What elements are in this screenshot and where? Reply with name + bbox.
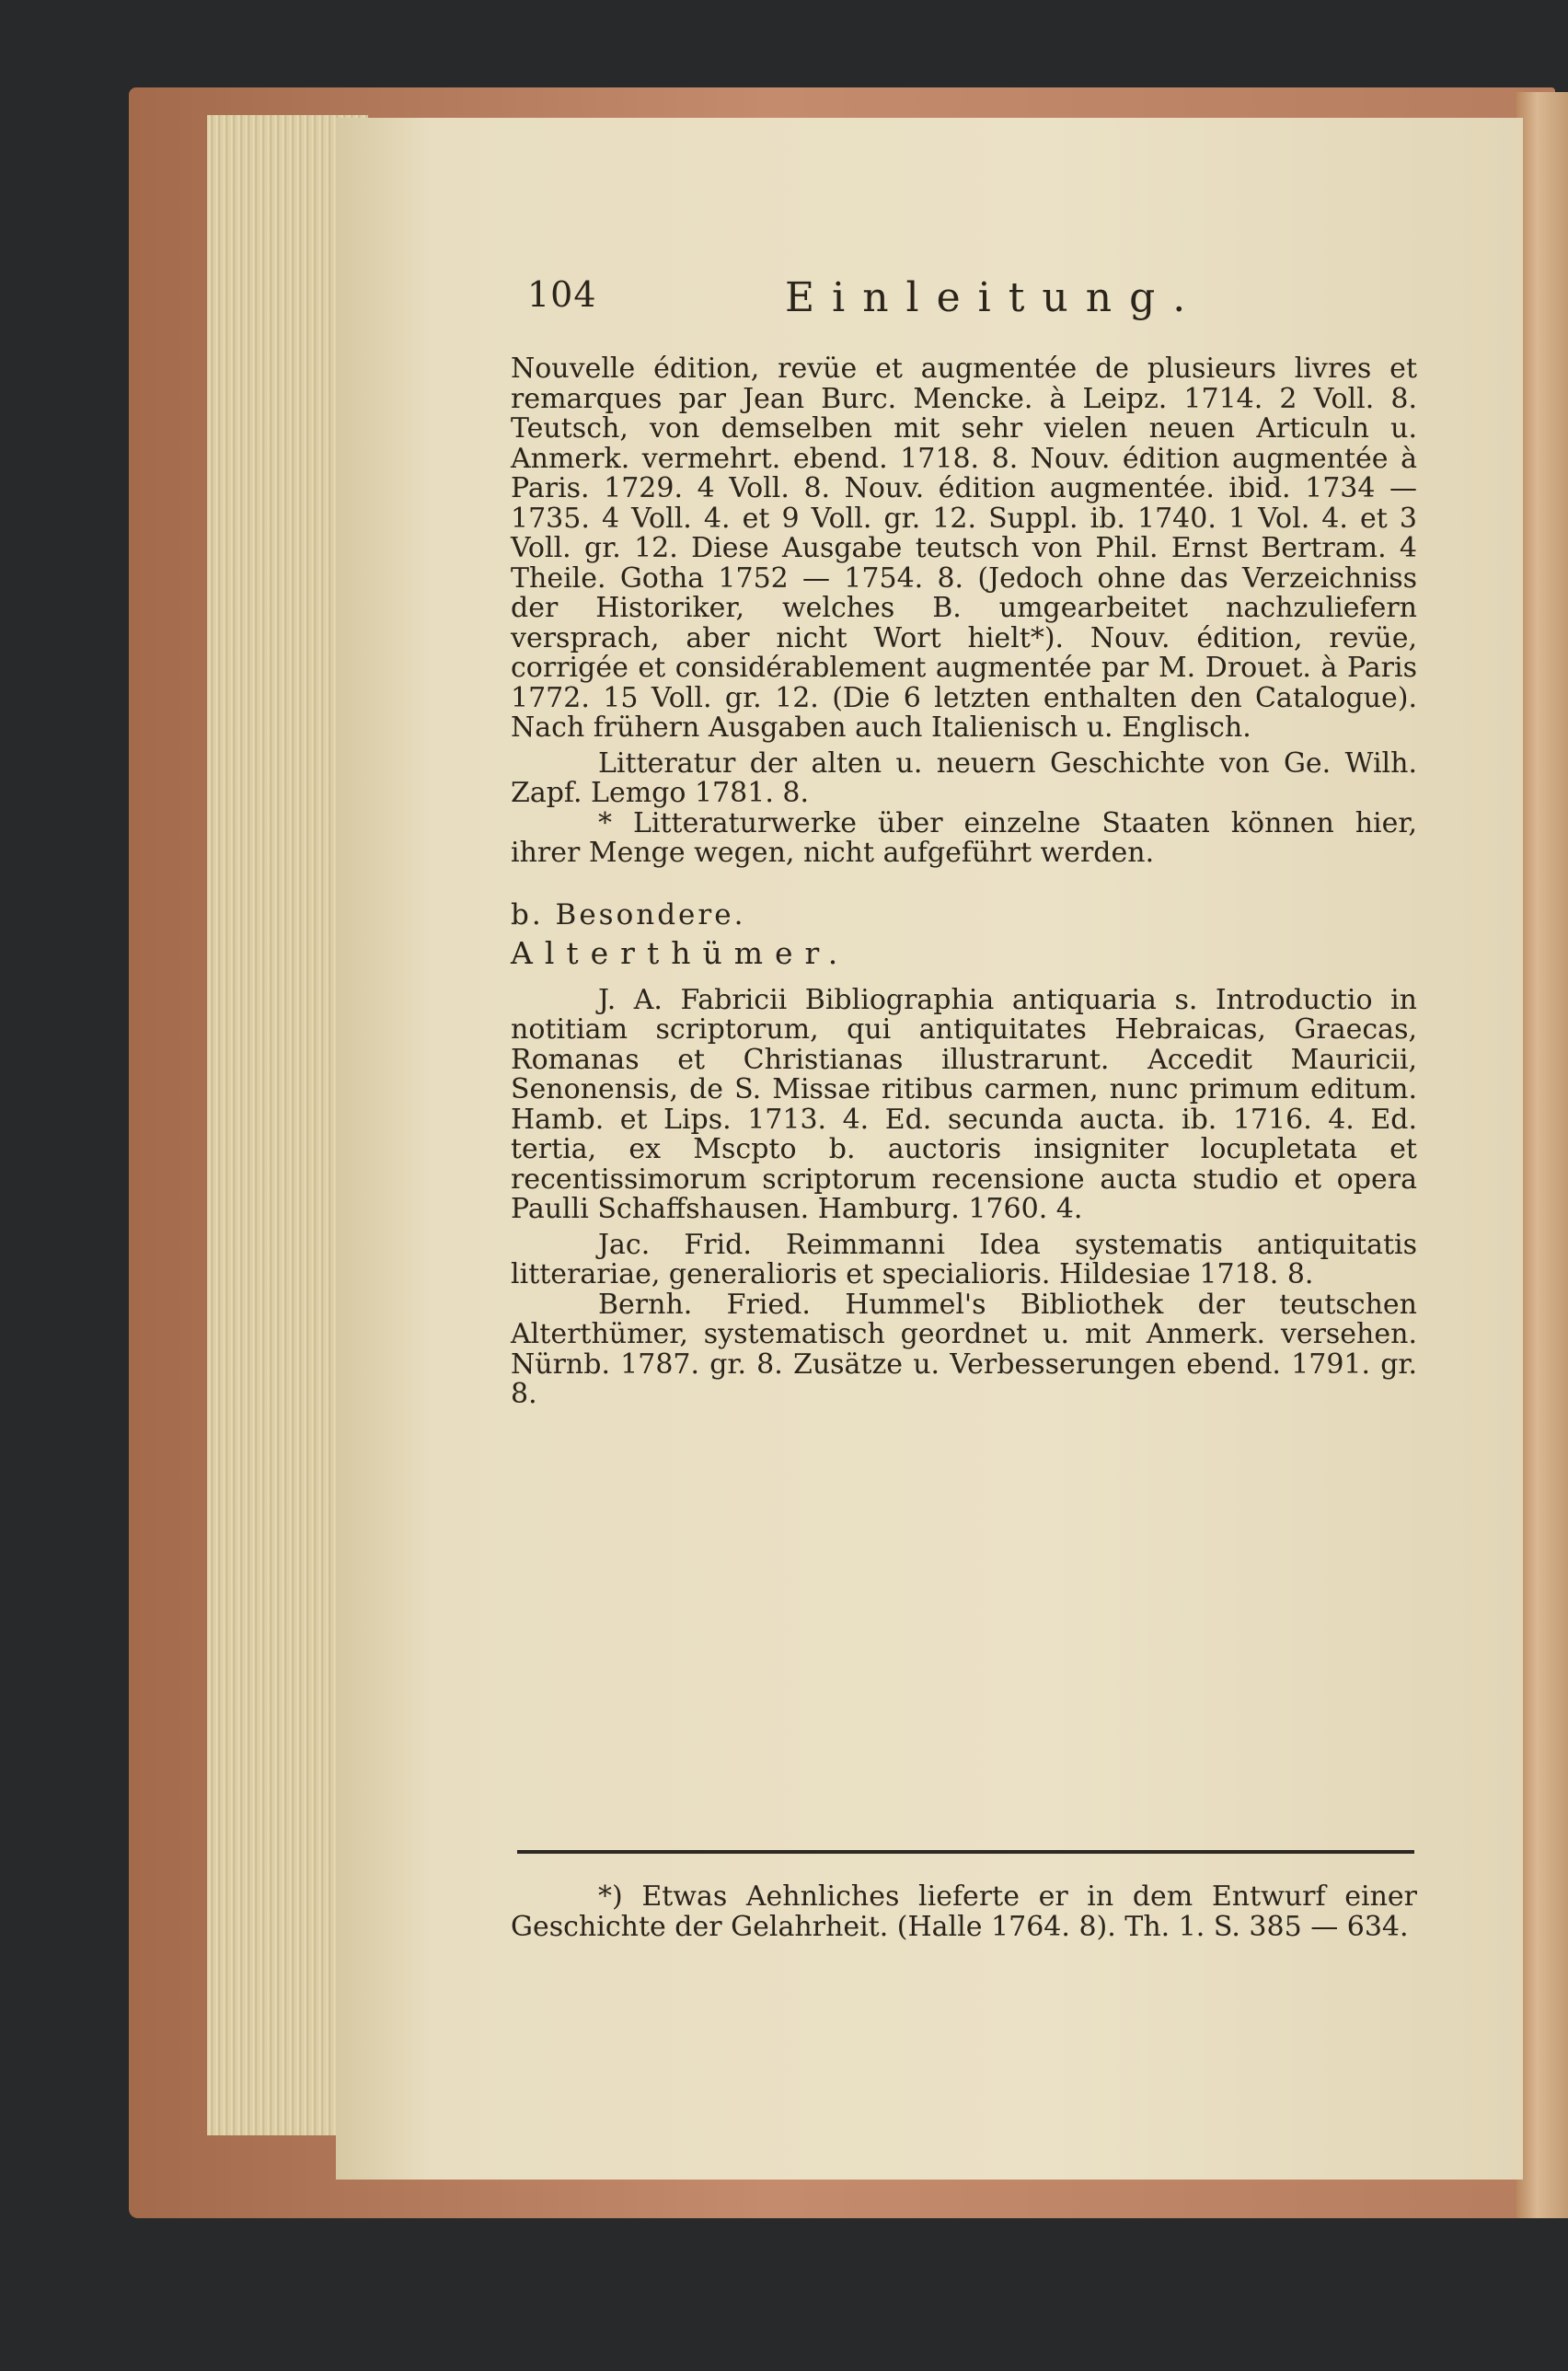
- paragraph-fabricius: J. A. Fabricii Bibliographia antiquaria s. Introductio in notitiam scriptorum, qui antiquitates Hebraicas, Graecas, Romanas et Christianas illustrarunt. Accedit Mauricii, Senonensis, de S. Missae ritibus carmen, nunc primum editum. Hamb. et Lips. 1713. 4. Ed. secunda aucta. ib. 1716. 4. Ed. tertia, ex Mscpto b. auctoris insigniter locupletata et recentissimorum scriptorum recensione aucta studio et opera Paulli Schaffshausen. Hamburg. 1760. 4.: [511, 983, 1417, 1225]
- paragraph-bayle-editions: Nouvelle édition, revüe et augmentée de plusieurs livres et remarques par Jean Burc. Mencke. à Leipz. 1714. 2 Voll. 8. Teutsch, von demselben mit sehr vielen neuen Articuln u. Anmerk. vermehrt. ebend. 1718. 8. Nouv. édition augmentée à Paris. 1729. 4 Voll. 8. Nouv. édition augmentée. ibid. 1734 — 1735. 4 Voll. 4. et 9 Voll. gr. 12. Suppl. ib. 1740. 1 Vol. 4. et 3 Voll. gr. 12. Diese Ausgabe teutsch von Phil. Ernst Bertram. 4 Theile. Gotha 1752 — 1754. 8. (Jedoch ohne das Verzeichniss der Historiker, welches B. umgearbeitet nachzuliefern versprach, aber nicht Wort hielt*). Nouv. édition, revüe, corrigée et considérablement augmentée par M. Drouet. à Paris 1772. 15 Voll. gr. 12. (Die 6 letzten enthalten den Catalogue). Nach frühern Ausgaben auch Italienisch u. Englisch.: [511, 353, 1417, 744]
- footnote-text: *) Etwas Aehnliches lieferte er in dem Entwurf einer Geschichte der Gelahrheit. (Halle 1764. 8). Th. 1. S. 385 — 634.: [511, 1880, 1417, 1943]
- paragraph-hummel: Bernh. Fried. Hummel's Bibliothek der teutschen Alterthümer, systematisch geordnet u. mit Anmerk. versehen. Nürnb. 1787. gr. 8. Zusätze u. Verbesserungen ebend. 1791. gr. 8.: [511, 1288, 1417, 1410]
- footnote-divider: [517, 1850, 1414, 1854]
- footnote: [511, 1882, 1417, 1984]
- paragraph-zapf: Litteratur der alten u. neuern Geschichte von Ge. Wilh. Zapf. Lemgo 1781. 8.: [511, 746, 1417, 809]
- running-title: Einleitung.: [785, 274, 1204, 321]
- page-number: 104: [527, 274, 597, 315]
- paragraph-note-states: * Litteraturwerke über einzelne Staaten können hier, ihrer Menge wegen, nicht aufgeführt werden.: [511, 806, 1417, 869]
- facing-page-edge: [1516, 92, 1568, 2218]
- body-text: [511, 354, 1417, 1956]
- section-heading-alterthuemer: Alterthümer.: [511, 935, 850, 971]
- paragraph-reimmann: Jac. Frid. Reimmanni Idea systematis antiquitatis litterariae, generalioris et specialioris. Hildesiae 1718. 8.: [511, 1228, 1417, 1290]
- section-heading-besondere: b. Besondere.: [511, 897, 746, 931]
- running-header: [527, 274, 1438, 330]
